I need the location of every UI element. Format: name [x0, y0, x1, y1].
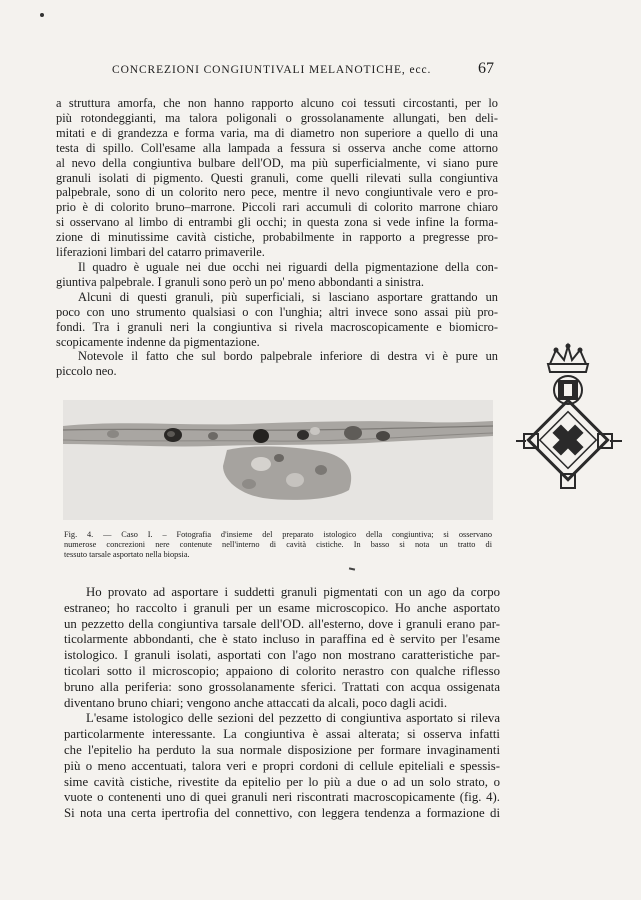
text-line: granuli isolati di pigmento. Questi granuli, come quelli rilevati sulla congiuntiva [56, 170, 498, 185]
text-line: estraneo; ho raccolto i granuli per un esame microscopico. Ho anche asportato [64, 600, 500, 615]
text-line: poco con uno strumento qualsiasi o con l'unghia; altri invece sono assai più pro- [56, 304, 498, 319]
text-line: giuntiva palpebrale. I granuli sono però un po' meno abbondanti a sinistra. [56, 274, 425, 289]
text-line: sime cavità cistiche, rivestite da epitelio per lo più a due o ad un solo strato, o [64, 774, 500, 789]
micrograph-illustration [63, 400, 493, 520]
text-line: diventano bruno chiari; vengono anche attaccati da alcali, poco dagli acidi. [64, 695, 448, 710]
text-line: particolarmente interessante. La congiuntiva è assai alterata; si osserva infatti [64, 727, 500, 742]
text-line: istologico. I granuli isolati, asportati con l'ago non mostrano caratteristiche par- [64, 648, 500, 663]
library-stamp [512, 342, 624, 492]
text-line: si osservano al limbo di entrambi gli occhi; in questa zona si vede infine la forma- [56, 215, 498, 230]
histology-figure [63, 400, 493, 520]
text-line: Notevole il fatto che sul bordo palpebrale inferiore di destra vi è pure un [78, 349, 498, 364]
page-number: 67 [478, 60, 494, 77]
text-line: a struttura amorfa, che non hanno rapporto alcuno coi tessuti circostanti, per lo [56, 96, 498, 110]
text-line: scopicamente indenne da pigmentazione. [56, 334, 260, 349]
text-line: zione di minutissime cavità cistiche, probabilmente in rapporto a pregresse pro- [56, 230, 498, 245]
body-text-top [56, 96, 498, 379]
caption-line: numerose concrezioni nere contenute nell'interno di cavità cistiche. In basso si nota un tratto di [64, 540, 492, 550]
text-line: testa di spillo. Coll'esame alla lampada a fessura si osserva anche come attorno [56, 140, 498, 155]
text-line: L'esame istologico delle sezioni del pezzetto di congiuntiva asportato si rileva [86, 711, 500, 726]
text-line: più rotondeggianti, ma talora poligonali o grossolanamente allungati, ben deli- [56, 110, 498, 125]
text-line: Il quadro è uguale nei due occhi nei riguardi della pigmentazione della con- [78, 259, 498, 274]
text-line: che l'epitelio ha perduto la sua normale disposizione per formare invaginamenti [64, 742, 500, 757]
text-line: al nevo della congiuntiva bulbare dell'OD, ma più superficialmente, vi siano pure [56, 155, 498, 170]
text-line: Ho provato ad asportare i suddetti granuli pigmentati con un ago da corpo [86, 585, 500, 599]
text-line: Alcuni di questi granuli, più superficiali, si lasciano asportare grattando un [78, 289, 498, 304]
text-line: palpebrale, sono di un colorito nero pece, mentre il nevo congiuntivale vero e pro- [56, 185, 498, 200]
body-text-bottom [64, 585, 500, 822]
figure-caption [64, 530, 492, 561]
caption-line: Fig. 4. — Caso I. – Fotografia d'insieme del preparato istologico della congiuntiva; si osservano [64, 530, 492, 539]
text-line: ticolari sotto il microscopio; appaiono di colorito nerastro con qualche riflesso [64, 663, 500, 678]
text-line: Si nota una certa ipertrofia del connettivo, con leggera tendenza a formazione di [64, 806, 500, 821]
text-line: liferazioni limbari del catarro primaverile. [56, 245, 265, 260]
text-line: fondi. Tra i granuli neri la congiuntiva si rivela macroscopicamente e biomicro- [56, 319, 498, 334]
ink-speck [40, 13, 44, 17]
text-line: bruno alla periferia: sono grossolanamente sferici. Trattati con acqua ossigenata [64, 679, 500, 694]
text-line: piccolo neo. [56, 364, 117, 379]
text-line: ticolarmente abbondanti, che è stato incluso in paraffina ed è servito per l'esame [64, 632, 500, 647]
text-line: vuote o contenenti uno di quei granuli neri riscontrati macroscopicamente (fig. 4). [64, 790, 500, 805]
text-line: prio è di colorito bruno–marrone. Piccoli rari accumuli di colorito marrone chiaro [56, 200, 498, 215]
text-line: più o meno accentuati, talora veri e propri cordoni di cellule epiteliali e spessis- [64, 758, 500, 773]
caption-line: tessuto tarsale asportato nella biopsia. [64, 550, 190, 560]
crowned-cross-stamp-icon [512, 342, 624, 492]
text-line: mitati e di grandezza e forma varia, ma di diametro non superiore a quello di una [56, 125, 498, 140]
ink-mark [349, 567, 355, 570]
text-line: un pezzetto della congiuntiva tarsale dell'OD. all'esterno, dove i granuli erano par- [64, 616, 500, 631]
running-title: CONCREZIONI CONGIUNTIVALI MELANOTICHE, ecc. [112, 64, 432, 76]
